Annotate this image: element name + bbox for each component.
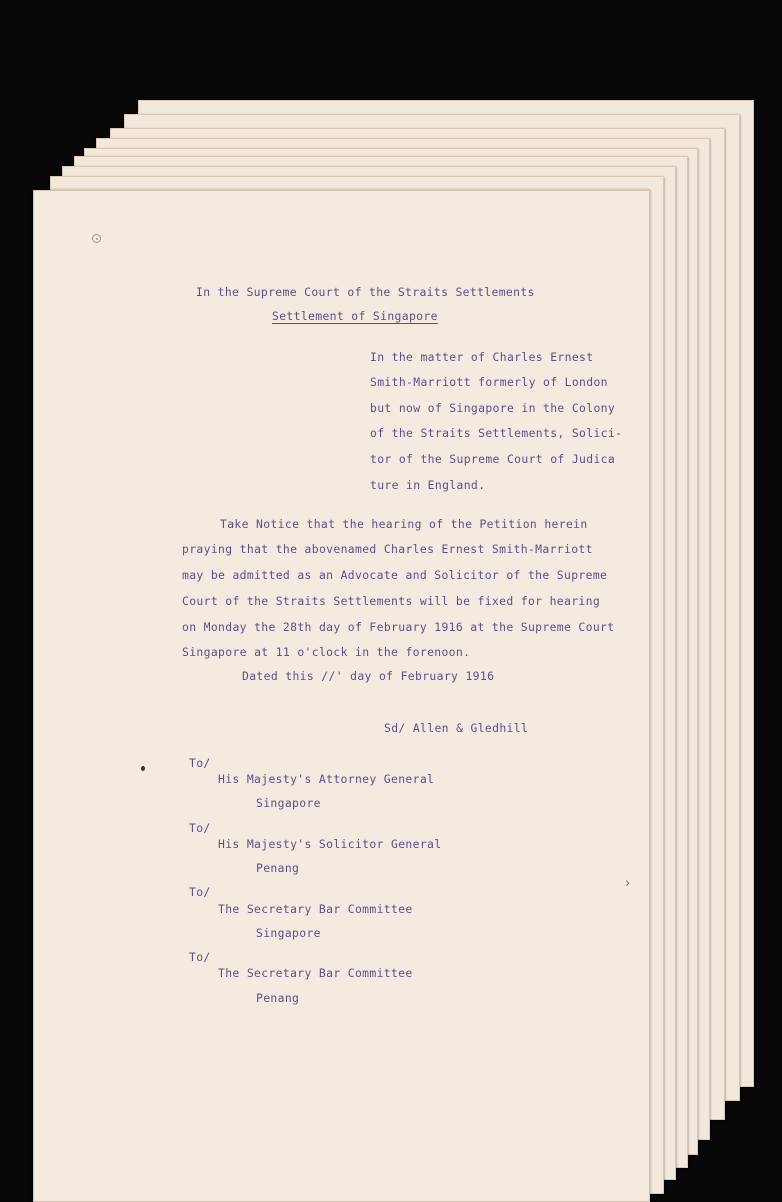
recipient-4-name: The Secretary Bar Committee (218, 966, 413, 980)
notice-line-1: Take Notice that the hearing of the Petition herein (220, 517, 588, 531)
notice-line-6: Singapore at 11 o'clock in the forenoon. (182, 645, 471, 659)
matter-line-2: Smith-Marriott formerly of London (370, 375, 608, 389)
recipient-4-to: To/ (189, 950, 211, 964)
recipient-2-place: Penang (256, 861, 300, 875)
matter-line-1: In the matter of Charles Ernest (370, 350, 594, 364)
recipient-3-to: To/ (189, 885, 211, 899)
matter-line-3: but now of Singapore in the Colony (370, 401, 616, 415)
notice-line-2: praying that the abovenamed Charles Ernest Smith-Marriott (182, 542, 593, 556)
matter-line-4: of the Straits Settlements, Solici- (370, 426, 623, 440)
recipient-3-place: Singapore (256, 926, 321, 940)
recipient-3-name: The Secretary Bar Committee (218, 902, 413, 916)
settlement-heading: Settlement of Singapore (272, 309, 438, 323)
recipient-2-name: His Majesty's Solicitor General (218, 837, 442, 851)
notice-line-5: on Monday the 28th day of February 1916 at the Supreme Court (182, 620, 615, 634)
court-heading: In the Supreme Court of the Straits Settlements (196, 285, 535, 299)
signature-line: Sd/ Allen & Gledhill (384, 721, 529, 735)
matter-line-5: tor of the Supreme Court of Judica (370, 452, 616, 466)
ink-speck (141, 766, 145, 771)
notice-line-3: may be admitted as an Advocate and Solicitor of the Supreme (182, 568, 608, 582)
margin-chevron-mark: › (625, 876, 631, 891)
dated-line: Dated this //' day of February 1916 (242, 669, 495, 683)
punch-hole-mark (92, 234, 101, 243)
recipient-4-place: Penang (256, 991, 300, 1005)
document-page (33, 190, 650, 1202)
recipient-1-to: To/ (189, 756, 211, 770)
recipient-1-place: Singapore (256, 796, 321, 810)
notice-line-4: Court of the Straits Settlements will be fixed for hearing (182, 594, 601, 608)
matter-line-6: ture in England. (370, 478, 486, 492)
recipient-1-name: His Majesty's Attorney General (218, 772, 435, 786)
recipient-2-to: To/ (189, 821, 211, 835)
